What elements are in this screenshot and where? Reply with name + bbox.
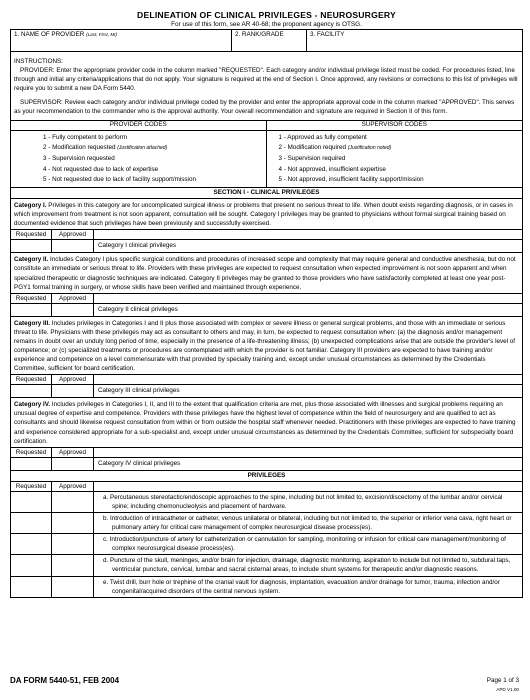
supervisor-codes-heading: SUPERVISOR CODES: [267, 121, 523, 131]
form-subtitle: For use of this form, see AR 40-68; the proponent agency is OTSG.: [171, 21, 362, 28]
provider-code-item: 4 - Not requested due to lack of expertise: [43, 165, 159, 173]
requested-code-cell[interactable]: [11, 240, 52, 252]
requested-header: Requested: [11, 375, 52, 384]
section-i-heading: SECTION I - CLINICAL PRIVILEGES: [10, 188, 523, 199]
privilege-text: a. Percutaneous stereotactic/endoscopic approaches to the spine, including but not limited to, excision/discectomy of the lumbar and/or cervical spine; including chemonucleolysis and placement of hardware.: [103, 493, 503, 510]
facility-field[interactable]: [307, 30, 522, 51]
approved-header: Approved: [52, 375, 94, 384]
form-header: [10, 10, 523, 29]
category-i-row: [10, 240, 523, 253]
form-title: DELINEATION OF CLINICAL PRIVILEGES - NEUROSURGERY: [137, 10, 396, 20]
privilege-row: [10, 534, 523, 555]
approved-code-cell[interactable]: [52, 304, 94, 316]
privilege-row: [10, 555, 523, 576]
supervisor-codes-list: [267, 131, 523, 188]
provider-name-label: 1. NAME OF PROVIDER: [14, 31, 85, 38]
requested-header: Requested: [11, 230, 52, 239]
provider-name-field[interactable]: [11, 30, 232, 51]
column-header-row: [10, 230, 523, 240]
approved-header: Approved: [52, 294, 94, 303]
privilege-text: c. Introduction/puncture of artery for catheterization or cannulation for sampling, monitoring or infusion for critical care management/monitoring of complex neurosurgical disease process(es).: [103, 536, 506, 553]
page-number: Page 1 of 3: [486, 677, 519, 684]
approved-header: Approved: [52, 448, 94, 457]
privileges-heading: PRIVILEGES: [10, 471, 523, 482]
requested-code-cell[interactable]: [11, 577, 52, 597]
approved-code-cell[interactable]: [52, 492, 94, 512]
requested-code-cell[interactable]: [11, 304, 52, 316]
supervisor-codes: [267, 121, 523, 188]
category-label: Category II.: [14, 256, 49, 264]
category-iii-description: Category III. Includes privileges in Categories I and II plus those associated with complex or severe illness or general surgical problems, and those with an immediate or serious threat to life. Physicians with these privileges may act as consultant to others and may, in turn, be expected to request consultation when: (a) the diagnosis and/or management remains in doubt over an unduly long period of time, especially in the presence of a life-threatening illness; (b) unexpected complications arise that are outside the provider's level of competence; or (c) specialized treatments or procedures are contemplated with which the provider is not familiar. Category III providers are expected to have training and/or experience and competence on a level commensurate with that provided by specialty training and, except under unusual circumstances as determined by the Credentials Committee, sufficient for board certification.: [10, 317, 523, 376]
category-label: Category III.: [14, 319, 51, 327]
category-i-privileges-label: Category I clinical privileges: [98, 242, 177, 250]
provider-code-item: 2 - Modification requested (Justification attached): [43, 144, 168, 152]
provider-codes-heading: PROVIDER CODES: [11, 121, 266, 131]
column-header-row: [10, 448, 523, 458]
requested-code-cell[interactable]: [11, 534, 52, 554]
requested-header: Requested: [11, 448, 52, 457]
identification-row: [10, 29, 523, 52]
approved-code-cell[interactable]: [52, 240, 94, 252]
privilege-row: [10, 492, 523, 513]
supervisor-code-item: 1 - Approved as fully competent: [278, 133, 367, 141]
supervisor-code-item: 4 - Not approved, insufficient expertise: [278, 165, 386, 173]
privilege-text: e. Twist drill, burr hole or trephine of the cranial vault for diagnosis, implantation, evacuation and/or drainage for tumor, trauma, infection and/or congenital/acquired disorders of the central nervous system.: [103, 578, 500, 595]
approved-code-cell[interactable]: [52, 555, 94, 575]
supervisor-code-item: 5 - Not approved, insufficient facility support/mission: [278, 176, 424, 184]
facility-label: 3. FACILITY: [310, 31, 345, 38]
provider-code-item: 1 - Fully competent to perform: [43, 133, 127, 141]
category-ii-row: [10, 304, 523, 317]
form: [10, 10, 523, 598]
category-iii-row: [10, 385, 523, 398]
privilege-text: b. Introduction of intracatheter or catheter, venous unilateral or bilateral, including but not limited to, the superior or inferior vena cava, right heart or pulmonary artery for critical care management of complex neurosurgical disease process(es).: [103, 514, 512, 532]
approved-code-cell[interactable]: [52, 385, 94, 397]
column-header-row: [10, 294, 523, 304]
approved-code-cell[interactable]: [52, 577, 94, 597]
category-iii-privileges-label: Category III clinical privileges: [98, 387, 180, 395]
supervisor-instructions: SUPERVISOR: Review each category and/or individual privilege coded by the provider and enter the appropriate approval code in the column marked "APPROVED". This serves as your recommendation to the commander who is the approval authority. Your overall recommendation and signature are required in Section II of this form.: [14, 99, 515, 116]
requested-header: Requested: [11, 294, 52, 303]
category-ii-description: Category II. Includes Category I plus specific surgical conditions and procedures of increased scope and complexity that may require general and conductive anesthesia, but do not constitute an immediate or serious threat to life. Providers with these privileges are expected to request consultation when expected improvement is not soon apparent and when specialized therapeutic or diagnostic techniques are indicated. Category II privileges may be granted to those providers who have satisfactorily completed at least one year post-PGY1 formal training in surgery, or whose skills have been verified and maintained through experience.: [10, 253, 523, 293]
category-i-description: Category I. Privileges in this category are for uncomplicated surgical illness or problems that present no serious threat to life. When doubt exists regarding diagnosis, or in cases in which improvement from treatment is not soon apparent, consultation will be sought. Category I privileges may be granted to physicians without formal surgical training based on documented evidence that such privileges have been previously and successfully exercised.: [10, 199, 523, 230]
category-label: Category IV.: [14, 401, 51, 409]
requested-code-cell[interactable]: [11, 458, 52, 470]
requested-code-cell[interactable]: [11, 513, 52, 533]
approved-header: Approved: [52, 482, 94, 491]
requested-header: Requested: [11, 482, 52, 491]
requested-code-cell[interactable]: [11, 492, 52, 512]
provider-codes-list: [11, 131, 266, 188]
column-header-row: [10, 482, 523, 492]
provider-name-hint: (Last, First, MI): [86, 32, 117, 37]
approved-code-cell[interactable]: [52, 534, 94, 554]
category-ii-privileges-label: Category II clinical privileges: [98, 305, 178, 313]
supervisor-code-item: 2 - Modification required (Justification noted): [278, 144, 392, 152]
provider-instructions: PROVIDER: Enter the appropriate provider code in the column marked "REQUESTED". Each category and/or individual privilege listed must be coded. For procedures listed, line through and initial any criteria/applications that do not apply. Your signature is required at the end of Section I. Once approved, any revisions or corrections to this list of privileges will require you to submit a new DA Form 5440.: [14, 67, 518, 93]
provider-codes: [11, 121, 267, 188]
category-iv-row: [10, 458, 523, 471]
privilege-row: [10, 577, 523, 598]
category-label: Category I.: [14, 202, 47, 210]
category-iv-description: Category IV. Includes privileges in Categories I, II, and III to the extent that qualification criteria are met, plus those associated with illnesses and surgical problems requiring an unusual degree of expertise and competence. Providers with these privileges have the highest level of competence within the field of neurosurgery and are qualified to act as consultants and should likewise request consultation from within or from outside the hospital staff whenever needed. Practitioners with these privileges are expected to have training and experience considered appropriate for a sub-specialist and, except under unusual circumstances as determined by the Credentials Committee, sufficient for subspecialty board certification.: [10, 398, 523, 447]
instructions-block: [10, 52, 523, 121]
privilege-row: [10, 513, 523, 534]
privilege-text: d. Puncture of the skull, meninges, and/or brain for injection, drainage, diagnostic monitoring, aspiration to include but not limited to, subdural taps, ventricular puncture, cervical, lumbar and sacral cisternal areas, to include shunt systems for therapeutic and/or diagnostic reasons.: [103, 557, 511, 574]
form-number: DA FORM 5440-51, FEB 2004: [10, 676, 120, 685]
provider-code-item: 3 - Supervision requested: [43, 154, 115, 162]
approved-code-cell[interactable]: [52, 458, 94, 470]
provider-code-item: 5 - Not requested due to lack of facility support/mission: [43, 176, 196, 184]
approved-header: Approved: [52, 230, 94, 239]
requested-code-cell[interactable]: [11, 555, 52, 575]
supervisor-code-item: 3 - Supervision required: [278, 154, 346, 162]
rank-grade-field[interactable]: [232, 30, 307, 51]
rank-grade-label: 2. RANK/GRADE: [235, 31, 284, 38]
category-iv-privileges-label: Category IV clinical privileges: [98, 459, 181, 467]
codes-table: [10, 121, 523, 189]
instructions-heading: INSTRUCTIONS:: [14, 58, 63, 65]
approved-code-cell[interactable]: [52, 513, 94, 533]
column-header-row: [10, 375, 523, 385]
version-label: APD V1.00: [496, 687, 519, 692]
requested-code-cell[interactable]: [11, 385, 52, 397]
